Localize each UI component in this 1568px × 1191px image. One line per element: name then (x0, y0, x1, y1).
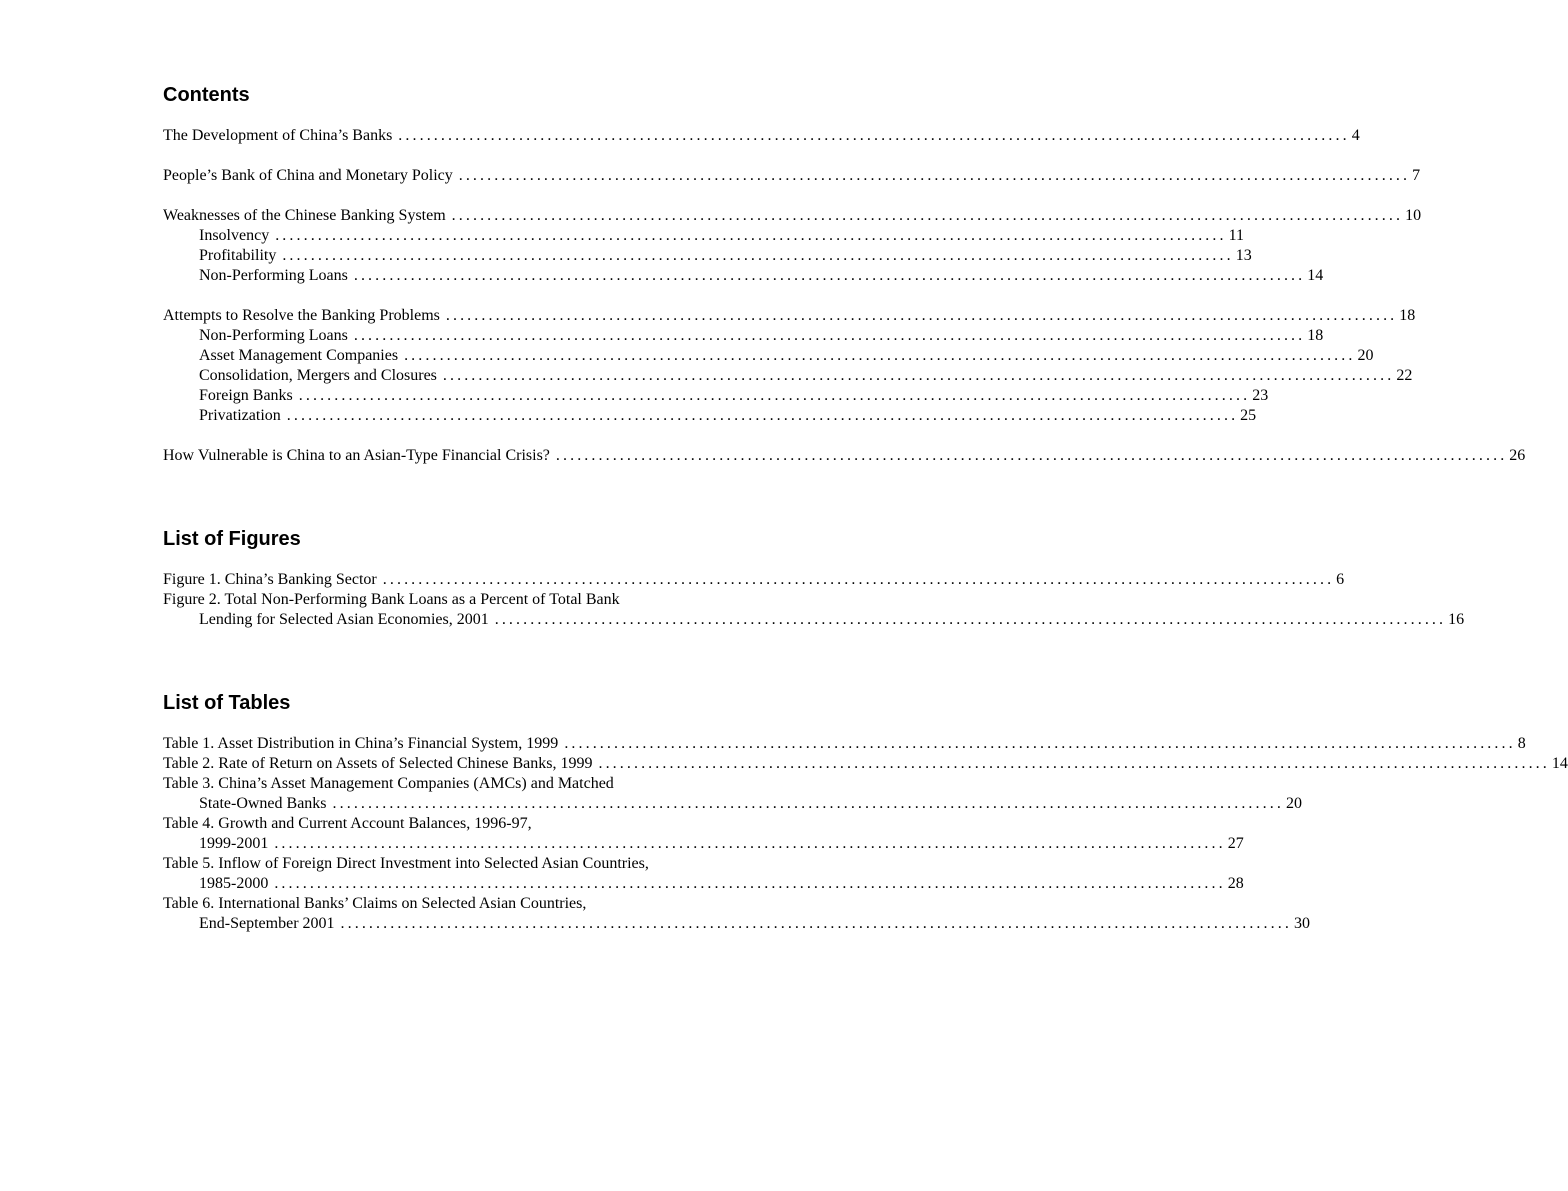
figure-entry-continuation[interactable] (163, 610, 1465, 630)
contents-heading: Contents (163, 84, 250, 106)
table-entry[interactable] (163, 754, 1568, 774)
toc-subentry[interactable] (163, 326, 1324, 346)
table-entry-first-line[interactable]: Table 4. Growth and Current Account Balances, 1996-97, (163, 815, 532, 832)
dot-leader: ...................................................................................................................................... (274, 835, 1226, 852)
toc-entry[interactable] (163, 126, 1360, 146)
dot-leader: ...................................................................................................................................... (404, 347, 1356, 364)
table-entry-label: Table 1. Asset Distribution in China’s Financial System, 1999 (163, 735, 559, 752)
toc-entry-page: 26 (1509, 447, 1526, 464)
table-entry-page: 14 (1551, 755, 1568, 772)
dot-leader: ...................................................................................................................................... (398, 127, 1350, 144)
dot-leader: ...................................................................................................................................... (442, 367, 1395, 384)
table-entry-page: 20 (1285, 795, 1302, 812)
toc-entry-page: 7 (1412, 167, 1421, 184)
table-entry-first-line[interactable]: Table 6. International Banks’ Claims on Selected Asian Countries, (163, 895, 587, 912)
dot-leader: ...................................................................................................................................... (340, 915, 1292, 932)
dot-leader: ...................................................................................................................................... (382, 571, 1335, 588)
dot-leader: ...................................................................................................................................... (564, 735, 1516, 752)
dot-leader: ...................................................................................................................................... (282, 247, 1234, 264)
toc-entry-page: 11 (1228, 227, 1245, 244)
toc-subentry[interactable] (163, 266, 1324, 286)
dot-leader: ...................................................................................................................................... (275, 227, 1227, 244)
figure-entry-page: 6 (1336, 571, 1345, 588)
table-entry-first-line[interactable]: Table 3. China’s Asset Management Companies (AMCs) and Matched (163, 775, 614, 792)
dot-leader: ...................................................................................................................................... (598, 755, 1550, 772)
table-entry-continuation[interactable] (163, 874, 1244, 894)
toc-entry-page: 14 (1307, 267, 1324, 284)
figure-entry-label: Figure 1. China’s Banking Sector (163, 571, 377, 588)
toc-entry-page: 25 (1240, 407, 1257, 424)
table-entry-page: 30 (1293, 915, 1310, 932)
figure-entry-label: Lending for Selected Asian Economies, 2001 (199, 611, 489, 628)
toc-entry[interactable] (163, 306, 1416, 326)
figures-heading: List of Figures (163, 528, 301, 550)
dot-leader: ...................................................................................................................................... (286, 407, 1239, 424)
toc-entry-page: 18 (1399, 307, 1416, 324)
toc-entry-label: Asset Management Companies (199, 347, 399, 364)
table-entry[interactable] (163, 734, 1526, 754)
toc-subentry[interactable] (163, 246, 1252, 266)
toc-entry-label: Consolidation, Mergers and Closures (199, 367, 437, 384)
toc-entry-label: Profitability (199, 247, 277, 264)
toc-entry-page: 4 (1351, 127, 1360, 144)
table-entry-page: 28 (1227, 875, 1244, 892)
dot-leader: ...................................................................................................................................... (353, 267, 1306, 284)
figure-entry[interactable] (163, 570, 1345, 590)
table-entry-continuation[interactable] (163, 794, 1302, 814)
table-entry-label: State-Owned Banks (199, 795, 327, 812)
toc-subentry[interactable] (163, 226, 1245, 246)
dot-leader: ...................................................................................................................................... (332, 795, 1284, 812)
toc-entry-label: Weaknesses of the Chinese Banking System (163, 207, 446, 224)
table-entry-continuation[interactable] (163, 914, 1310, 934)
table-entry-label: 1985-2000 (199, 875, 269, 892)
toc-entry-label: Non-Performing Loans (199, 327, 348, 344)
toc-entry-label: Insolvency (199, 227, 270, 244)
table-entry-page: 8 (1517, 735, 1526, 752)
toc-entry-label: The Development of China’s Banks (163, 127, 393, 144)
toc-entry-label: Attempts to Resolve the Banking Problems (163, 307, 440, 324)
toc-subentry[interactable] (163, 406, 1257, 426)
toc-entry-page: 10 (1405, 207, 1422, 224)
table-entry-page: 27 (1227, 835, 1244, 852)
tables-heading: List of Tables (163, 692, 291, 714)
dot-leader: ...................................................................................................................................... (451, 207, 1404, 224)
toc-subentry[interactable] (163, 366, 1413, 386)
table-entry-label: End-September 2001 (199, 915, 335, 932)
toc-entry-page: 23 (1252, 387, 1269, 404)
toc-entry-page: 20 (1357, 347, 1374, 364)
dot-leader: ...................................................................................................................................... (298, 387, 1251, 404)
toc-entry-label: Privatization (199, 407, 281, 424)
table-entry-label: 1999-2001 (199, 835, 269, 852)
toc-entry-label: People’s Bank of China and Monetary Policy (163, 167, 453, 184)
dot-leader: ...................................................................................................................................... (494, 611, 1447, 628)
toc-entry[interactable] (163, 446, 1526, 466)
figure-entry-page: 16 (1448, 611, 1465, 628)
dot-leader: ...................................................................................................................................... (458, 167, 1411, 184)
toc-entry-label: Non-Performing Loans (199, 267, 348, 284)
table-entry-continuation[interactable] (163, 834, 1244, 854)
dot-leader: ...................................................................................................................................... (555, 447, 1508, 464)
toc-entry-label: How Vulnerable is China to an Asian-Type Financial Crisis? (163, 447, 550, 464)
figure-entry-first-line[interactable]: Figure 2. Total Non-Performing Bank Loans as a Percent of Total Bank (163, 591, 620, 608)
toc-entry-page: 18 (1307, 327, 1324, 344)
toc-entry[interactable] (163, 206, 1422, 226)
toc-entry-page: 22 (1396, 367, 1413, 384)
toc-subentry[interactable] (163, 346, 1374, 366)
table-entry-label: Table 2. Rate of Return on Assets of Selected Chinese Banks, 1999 (163, 755, 593, 772)
dot-leader: ...................................................................................................................................... (445, 307, 1398, 324)
toc-entry-label: Foreign Banks (199, 387, 293, 404)
dot-leader: ...................................................................................................................................... (353, 327, 1306, 344)
toc-subentry[interactable] (163, 386, 1269, 406)
toc-entry-page: 13 (1235, 247, 1252, 264)
dot-leader: ...................................................................................................................................... (274, 875, 1226, 892)
table-entry-first-line[interactable]: Table 5. Inflow of Foreign Direct Investment into Selected Asian Countries, (163, 855, 649, 872)
toc-entry[interactable] (163, 166, 1421, 186)
